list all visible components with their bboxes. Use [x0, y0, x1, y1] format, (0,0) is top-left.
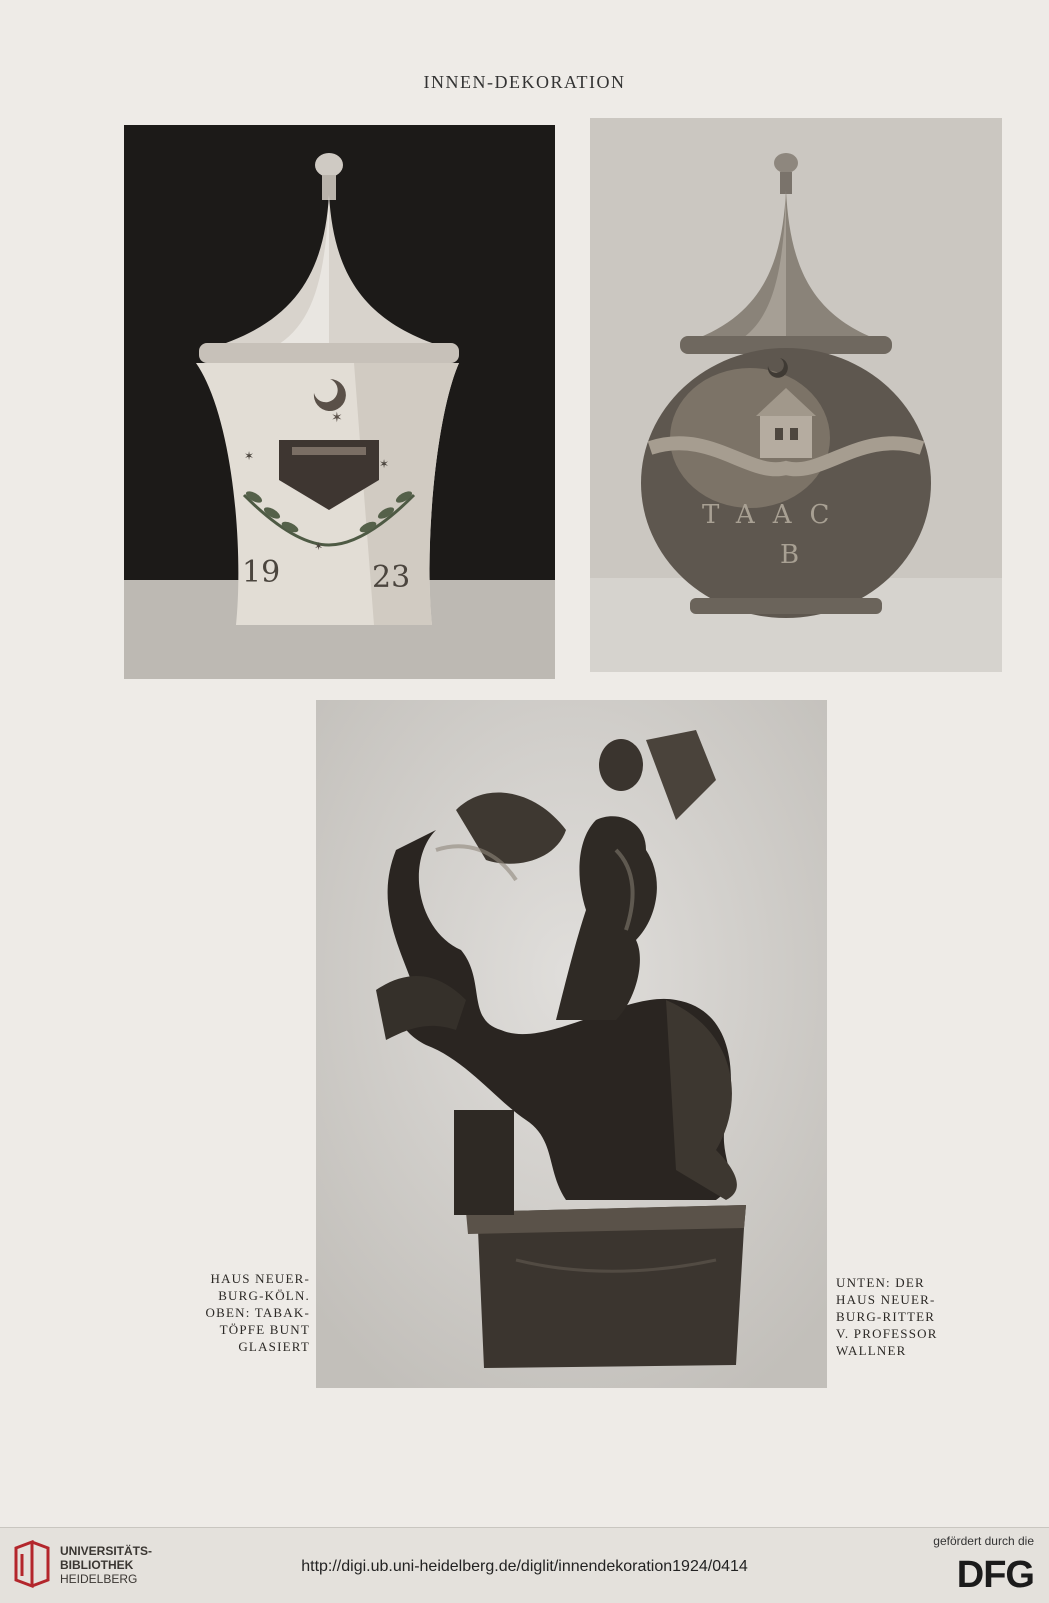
library-name-line: UNIVERSITÄTS- [60, 1544, 153, 1558]
page-title: INNEN-DEKORATION [423, 72, 626, 92]
caption-line: OBEN: TABAK- [205, 1305, 310, 1320]
caption-line: HAUS NEUER- [210, 1271, 310, 1286]
photo-knight-figure [316, 700, 827, 1388]
tabac-letter: C [809, 500, 848, 530]
svg-text:✶: ✶ [331, 410, 343, 426]
tabac-letter: A [735, 500, 773, 530]
caption-line: BURG-RITTER [836, 1309, 936, 1324]
photo-tobacco-jar-tabac [590, 118, 1002, 672]
svg-text:✶: ✶ [244, 449, 255, 463]
caption-line: UNTEN: DER [836, 1275, 925, 1290]
dfg-logo-icon[interactable]: DFG [956, 1554, 1034, 1596]
footer-bar [0, 1527, 1049, 1603]
caption-line: GLASIERT [238, 1339, 310, 1354]
funding-note: gefördert durch die [933, 1534, 1034, 1548]
tabac-letter: B [780, 540, 800, 570]
caption-line: TÖPFE BUNT [219, 1322, 310, 1337]
caption-line: WALLNER [836, 1343, 907, 1358]
svg-text:✶: ✶ [379, 457, 390, 471]
caption-right [836, 1274, 966, 1359]
svg-text:✶: ✶ [314, 540, 324, 553]
caption-line: BURG-KÖLN. [218, 1288, 310, 1303]
caption-line: HAUS NEUER- [836, 1292, 936, 1307]
tabac-letter: T [702, 500, 736, 530]
tabac-letter: A [772, 500, 810, 530]
jar-year-right: 23 [372, 560, 411, 595]
jar-year-left: 19 [242, 555, 281, 590]
caption-left [190, 1270, 310, 1355]
caption-line: V. PROFESSOR [836, 1326, 938, 1341]
photo-tobacco-jar-1923 [124, 125, 555, 679]
library-name-line: BIBLIOTHEK [60, 1558, 134, 1572]
source-url-link[interactable]: http://digi.ub.uni-heidelberg.de/diglit/innendekoration1924/0414 [301, 1558, 748, 1575]
library-name-line: HEIDELBERG [60, 1572, 138, 1586]
